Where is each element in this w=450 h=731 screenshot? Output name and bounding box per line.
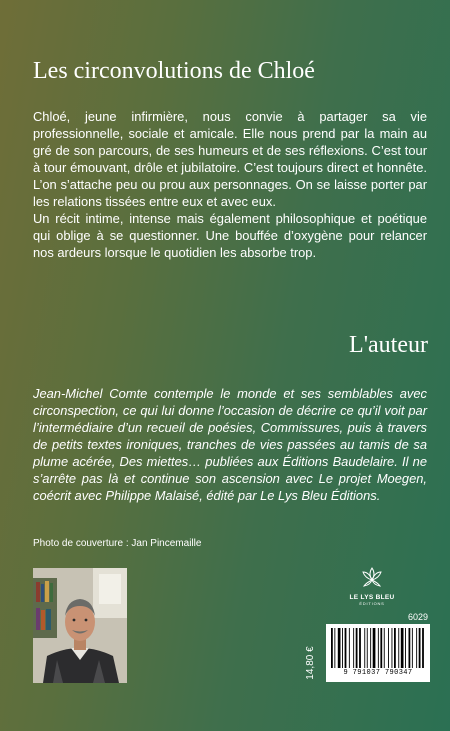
barcode-bar	[394, 628, 396, 668]
barcode-bar	[370, 628, 371, 668]
barcode-bar	[422, 628, 424, 668]
barcode-bar	[401, 628, 404, 668]
author-heading: L'auteur	[349, 332, 428, 358]
barcode-bar	[409, 628, 411, 668]
barcode-bar	[331, 628, 333, 668]
barcode-bar	[345, 628, 347, 668]
product-code: 6029	[408, 612, 429, 622]
author-photo	[33, 568, 127, 683]
barcode-bar	[342, 628, 343, 668]
barcode-bar	[334, 628, 335, 668]
barcode-bar	[380, 628, 382, 668]
photo-credit: Photo de couverture : Jan Pincemaille	[33, 538, 202, 549]
barcode-bar	[419, 628, 421, 668]
lotus-icon	[361, 566, 383, 588]
book-title: Les circonvolutions de Chloé	[33, 58, 315, 84]
barcode-digits: 9 791037 790347	[343, 669, 413, 677]
barcode	[326, 624, 430, 682]
barcode-bar	[367, 628, 368, 668]
publisher-logo	[344, 566, 400, 610]
barcode-bar	[359, 628, 361, 668]
barcode-bar	[356, 628, 358, 668]
barcode-bar	[392, 628, 393, 668]
barcode-bar	[412, 628, 413, 668]
synopsis	[33, 108, 427, 261]
barcode-bar	[398, 628, 399, 668]
barcode-bar	[373, 628, 376, 668]
price: 14,80 €	[304, 646, 316, 680]
synopsis-paragraph-2: Un récit intime, intense mais également philosophique et poétique qui oblige à se questionner. Une bouffée d’oxygène pour relancer nos ardeurs lorsque le quotidien les absorbe trop.	[33, 211, 427, 260]
barcode-bar	[349, 628, 350, 668]
barcode-bar	[405, 628, 406, 668]
author-bio: Jean-Michel Comte contemple le monde et ses semblables avec circonspection, ce qui lui donne l’occasion de décrire ce qu’il voit par l’intermédiaire d’un recueil de poésies, Commissures, puis à travers de petits textes ironiques, tranches de vies passées au tamis de sa plume acérée, Des miettes… publiées aux Éditions Baudelaire. Il ne s’arrête pas là et continue son ascension avec Le projet Moegen, coécrit avec Philippe Malaisé, édité par Le Lys Bleu Éditions.	[33, 386, 427, 503]
barcode-bar	[384, 628, 385, 668]
publisher-subtitle: ÉDITIONS	[359, 601, 385, 606]
barcode-bar	[364, 628, 365, 668]
synopsis-paragraph-1: Chloé, jeune infirmière, nous convie à partager sa vie professionnelle, sociale et amicale. Elle nous prend par la main au gré de son parcours, de ses humeurs et de ses réflexions. C’est tour à tour émouvant, drôle et jubilatoire. C’est toujours direct et honnête. L’on s’attache peu ou prou aux personnages. On se laisse porter par les relations tissées entre eux et avec eux.	[33, 109, 427, 209]
barcode-bar	[338, 628, 341, 668]
publisher-name: LE LYS BLEU	[349, 594, 395, 601]
barcode-bar	[378, 628, 379, 668]
barcode-bar	[388, 628, 389, 668]
barcode-bar	[353, 628, 354, 668]
barcode-bar	[416, 628, 417, 668]
barcode-bars	[326, 624, 430, 670]
